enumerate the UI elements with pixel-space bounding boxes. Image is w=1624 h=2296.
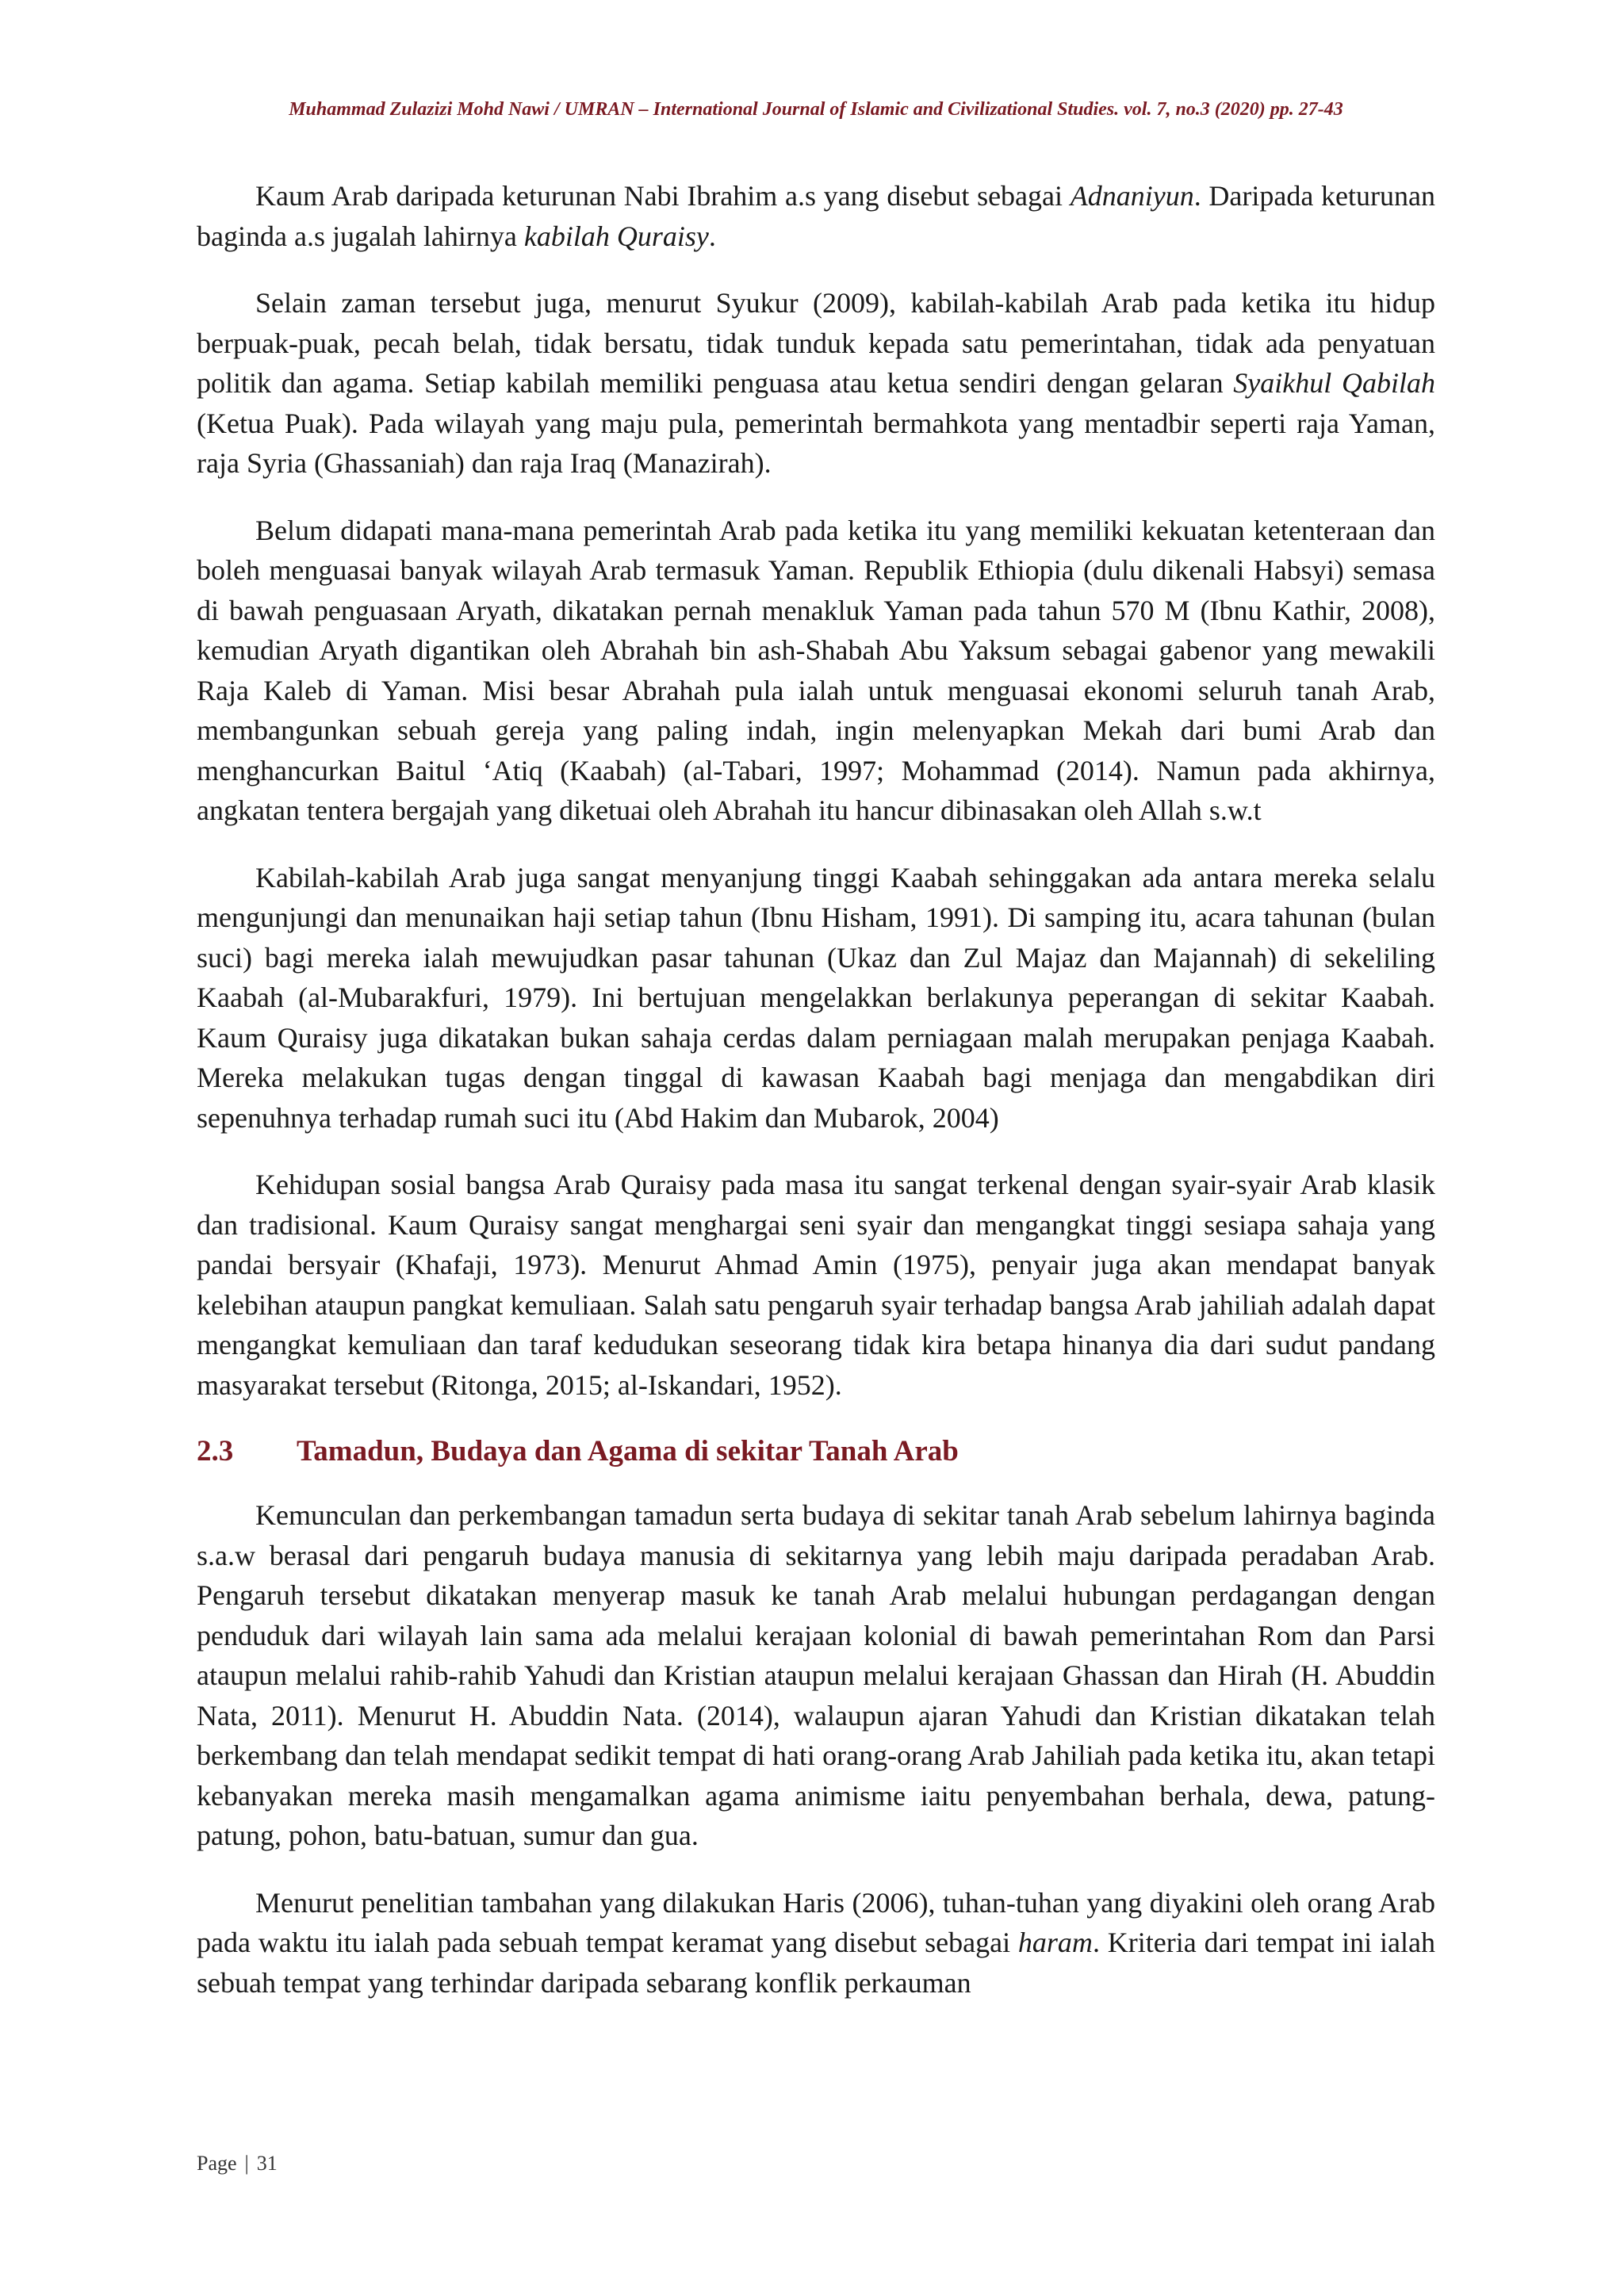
italic-term: Adnaniyun	[1070, 180, 1194, 212]
page-separator: |	[244, 2152, 249, 2175]
paragraph-5	[197, 1165, 1435, 1405]
paragraph-3	[197, 511, 1435, 831]
paragraph-1	[197, 176, 1435, 256]
paragraph-text: . Daripada keturunan baginda a.s jugalah lahirnya	[197, 180, 1435, 252]
page-label: Page	[197, 2152, 237, 2175]
section-number: 2.3	[197, 1435, 234, 1468]
section-title: Tamadun, Budaya dan Agama di sekitar Tanah Arab	[297, 1435, 959, 1468]
paragraph-text: Kehidupan sosial bangsa Arab Quraisy pada masa itu sangat terkenal dengan syair-syair Arab klasik dan tradisional. Kaum Quraisy sangat menghargai seni syair dan mengangkat tinggi sesiapa sahaja yang pandai bersyair (Khafaji, 1973). Menurut Ahmad Amin (1975), penyair juga akan mendapat banyak kelebihan ataupun pangkat kemuliaan. Salah satu pengaruh syair terhadap bangsa Arab jahiliah adalah dapat mengangkat kemuliaan dan taraf kedudukan seseorang tidak kira betapa hinanya dia dari sudut pandang masyarakat tersebut (Ritonga, 2015; al-Iskandari, 1952).	[197, 1169, 1435, 1401]
paragraph-text: Menurut penelitian tambahan yang dilakukan Haris (2006), tuhan-tuhan yang diyakini oleh orang Arab pada waktu itu ialah pada sebuah tempat keramat yang disebut sebagai	[197, 1886, 1435, 1958]
paragraph-text: Belum didapati mana-mana pemerintah Arab pada ketika itu yang memiliki kekuatan ketenteraan dan boleh menguasai banyak wilayah Arab termasuk Yaman. Republik Ethiopia (dulu dikenali Habsyi) semasa di bawah penguasaan Aryath, dikatakan pernah menakluk Yaman pada tahun 570 M (Ibnu Kathir, 2008), kemudian Aryath digantikan oleh Abrahah bin ash-Shabah Abu Yaksum sebagai gabenor yang mewakili Raja Kaleb di Yaman. Misi besar Abrahah pula ialah untuk menguasai ekonomi seluruh tanah Arab, membangunkan sebuah gereja yang paling indah, ingin melenyapkan Mekah dari bumi Arab dan menghancurkan Baitul ‘Atiq (Kaabah) (al-Tabari, 1997; Mohammad (2014). Namun pada akhirnya, angkatan tentera bergajah yang diketuai oleh Abrahah itu hancur dibinasakan oleh Allah s.w.t	[197, 514, 1435, 826]
paragraph-text: Kabilah-kabilah Arab juga sangat menyanjung tinggi Kaabah sehinggakan ada antara mereka selalu mengunjungi dan menunaikan haji setiap tahun (Ibnu Hisham, 1991). Di samping itu, acara tahunan (bulan suci) bagi mereka ialah mewujudkan pasar tahunan (Ukaz dan Zul Majaz dan Majannah) di sekeliling Kaabah (al-Mubarakfuri, 1979). Ini bertujuan mengelakkan berlakunya peperangan di sekitar Kaabah. Kaum Quraisy juga dikatakan bukan sahaja cerdas dalam perniagaan malah merupakan penjaga Kaabah. Mereka melakukan tugas dengan tinggal di kawasan Kaabah bagi menjaga dan mengabdikan diri sepenuhnya terhadap rumah suci itu (Abd Hakim dan Mubarok, 2004)	[197, 861, 1435, 1134]
italic-term: haram	[1017, 1927, 1093, 1958]
paragraph-text: (Ketua Puak). Pada wilayah yang maju pula, pemerintah bermahkota yang mentadbir seperti raja Yaman, raja Syria (Ghassaniah) dan raja Iraq (Manazirah).	[197, 407, 1435, 479]
section-heading	[197, 1432, 1435, 1471]
page-number: 31	[256, 2152, 278, 2175]
paragraph-6	[197, 1495, 1435, 1856]
paragraph-text: Selain zaman tersebut juga, menurut Syukur (2009), kabilah-kabilah Arab pada ketika itu hidup berpuak-puak, pecah belah, tidak bersatu, tidak tunduk kepada satu pemerintahan, tidak ada penyatuan politik dan agama. Setiap kabilah memiliki penguasa atau ketua sendiri dengan gelaran	[197, 287, 1435, 399]
paragraph-2	[197, 283, 1435, 484]
paragraph-text: Kaum Arab daripada keturunan Nabi Ibrahim a.s yang disebut sebagai	[255, 180, 1071, 212]
italic-term: kabilah Quraisy	[523, 220, 709, 252]
paragraph-4	[197, 858, 1435, 1138]
body-text	[197, 176, 1435, 2030]
paragraph-text: .	[708, 220, 716, 252]
italic-term: Syaikhul Qabilah	[1233, 367, 1435, 399]
paragraph-text: Kemunculan dan perkembangan tamadun serta budaya di sekitar tanah Arab sebelum lahirnya baginda s.a.w berasal dari pengaruh budaya manusia di sekitarnya yang lebih maju daripada peradaban Arab. Pengaruh tersebut dikatakan menyerap masuk ke tanah Arab melalui hubungan perdagangan dengan penduduk dari wilayah lain sama ada melalui kerajaan kolonial di bawah pemerintahan Rom dan Parsi ataupun melalui rahib-rahib Yahudi dan Kristian ataupun melalui kerajaan Ghassan dan Hirah (H. Abuddin Nata, 2011). Menurut H. Abuddin Nata. (2014), walaupun ajaran Yahudi dan Kristian dikatakan telah berkembang dan telah mendapat sedikit tempat di hati orang-orang Arab Jahiliah pada ketika itu, akan tetapi kebanyakan mereka masih mengamalkan agama animisme iaitu penyembahan berhala, dewa, patung-patung, pohon, batu-batuan, sumur dan gua.	[197, 1499, 1435, 1851]
paragraph-7	[197, 1883, 1435, 2003]
running-header: Muhammad Zulazizi Mohd Nawi / UMRAN – International Journal of Islamic and Civilizational Studies. vol. 7, no.3 (2020) pp. 27-43	[289, 99, 1343, 120]
paragraph-text: . Kriteria dari tempat ini ialah sebuah tempat yang terhindar daripada sebarang konflik perkauman	[197, 1927, 1435, 1999]
page-footer	[197, 2150, 278, 2177]
